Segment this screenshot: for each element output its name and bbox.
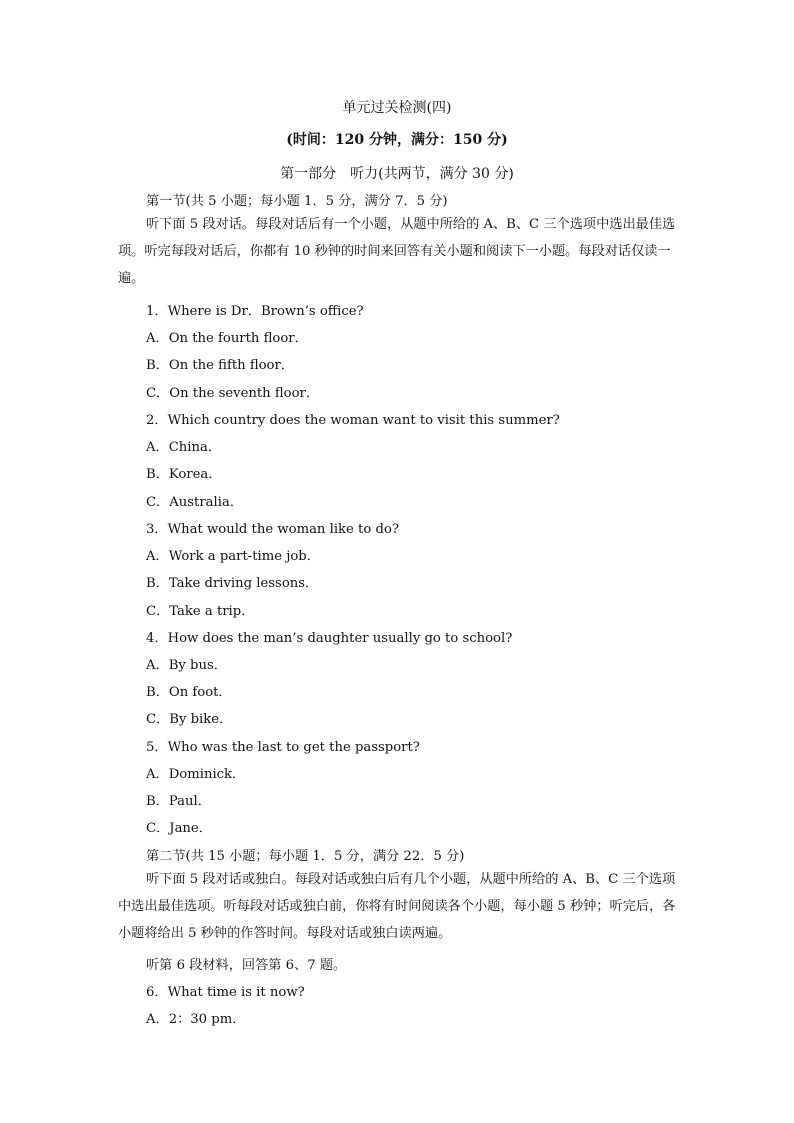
question-5-option-a: A．Dominick． <box>146 767 246 782</box>
document-title: 单元过关检测(四) <box>342 100 452 116</box>
question-2-option-c: C．Australia． <box>146 495 244 510</box>
question-4-option-c: C．By bike． <box>146 712 233 727</box>
part-title: 第一部分 听力(共两节，满分 30 分) <box>280 166 514 182</box>
question-1: 1．Where is Dr．Brown’s office? <box>146 304 364 319</box>
question-2-option-b: B．Korea． <box>146 467 222 482</box>
question-4-option-a: A．By bus． <box>146 658 227 673</box>
question-3-option-a: A．Work a part-time job． <box>146 549 320 564</box>
question-5: 5．Who was the last to get the passport? <box>146 740 420 755</box>
section2-instructions: 听下面 5 段对话或独白。每段对话或独白后有几个小题，从题中所给的 A、B、C 三个选项中选出最佳选项。听每段对话或独白前，你将有时间阅读各个小题，每小题 5 秒钟；听完后，各小题将给出 5 秒钟的作答时间。每段对话或独白读两遍。 <box>118 872 676 942</box>
material-6-note: 听第 6 段材料，回答第 6、7 题。 <box>146 958 347 973</box>
question-1-option-c: C．On the seventh floor． <box>146 386 320 401</box>
question-2: 2．Which country does the woman want to visit this summer? <box>146 413 560 428</box>
section2-header: 第二节(共 15 小题；每小题 1．5 分，满分 22．5 分) <box>146 849 465 864</box>
question-1-option-b: B．On the fifth floor． <box>146 358 294 373</box>
question-3-option-b: B．Take driving lessons． <box>146 576 319 591</box>
question-4: 4．How does the man’s daughter usually go to school? <box>146 631 513 646</box>
question-5-option-b: B．Paul． <box>146 794 211 809</box>
section1-instructions: 听下面 5 段对话。每段对话后有一个小题，从题中所给的 A、B、C 三个选项中选出最佳选项。听完每段对话后，你都有 10 秒钟的时间来回答有关小题和阅读下一小题。每段对话仅读一遍。 <box>118 217 676 287</box>
question-4-option-b: B．On foot． <box>146 685 232 700</box>
question-3-option-c: C．Take a trip． <box>146 604 255 619</box>
question-3: 3．What would the woman like to do? <box>146 522 399 537</box>
question-5-option-c: C．Jane． <box>146 821 212 836</box>
section1-header: 第一节(共 5 小题；每小题 1．5 分，满分 7．5 分) <box>146 194 448 209</box>
question-6-option-a: A．2：30 pm． <box>146 1012 246 1027</box>
question-1-option-a: A．On the fourth floor． <box>146 331 308 346</box>
question-2-option-a: A．China． <box>146 440 222 455</box>
exam-time-score: (时间：120 分钟，满分：150 分) <box>286 132 508 148</box>
question-6: 6．What time is it now? <box>146 985 305 1000</box>
